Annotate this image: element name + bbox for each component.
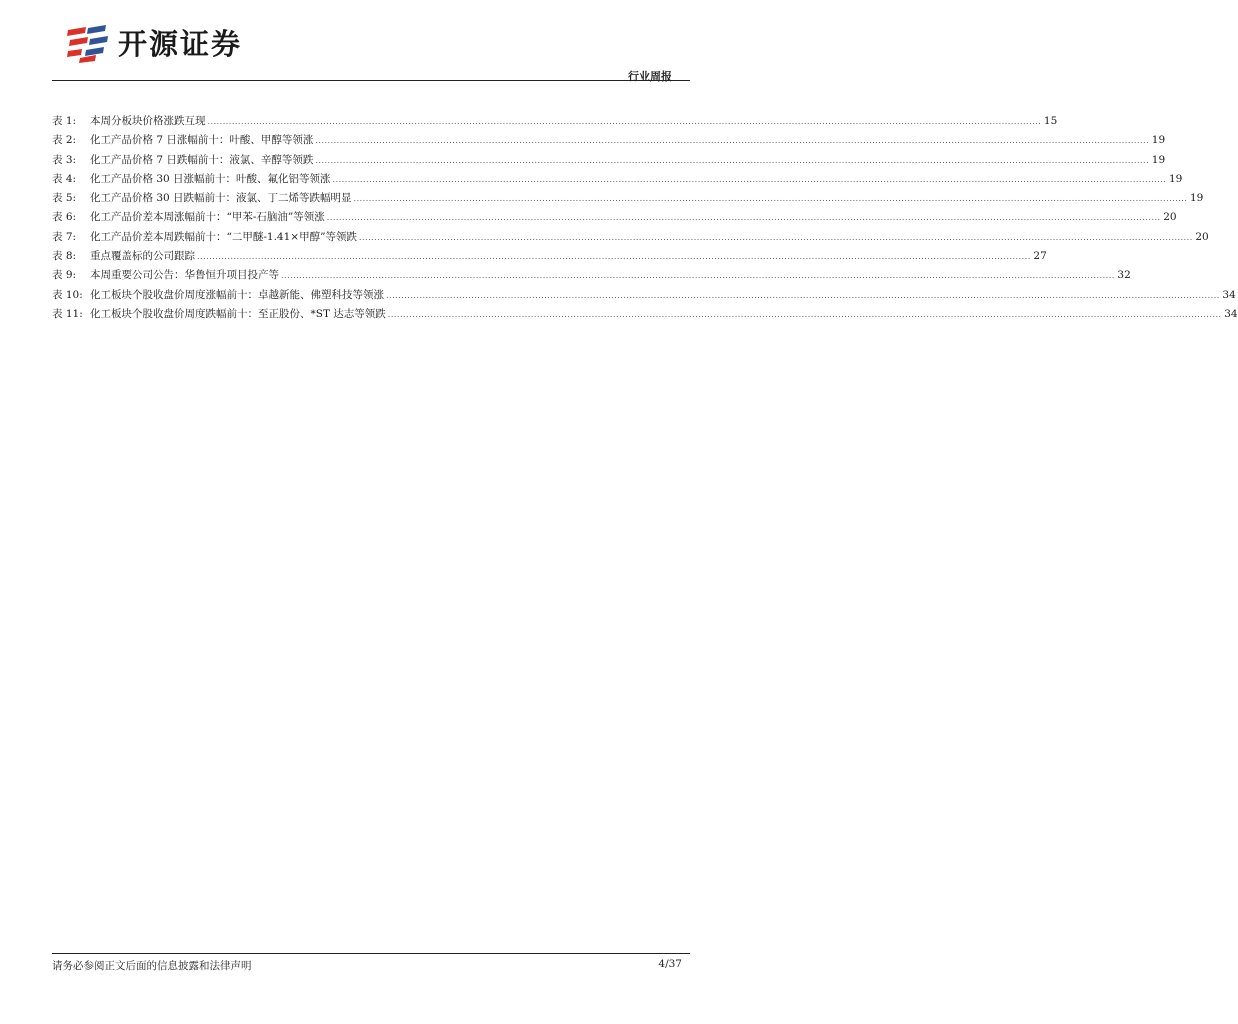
toc-row-page: 15 <box>1043 115 1058 127</box>
toc-row-page: 19 <box>1151 134 1166 147</box>
toc-row[interactable] <box>52 151 1166 170</box>
dot-leader <box>327 208 1161 227</box>
toc-row-title: 化工板块个股收盘价周度涨幅前十：卓越新能、佛塑科技等领涨 <box>90 288 384 301</box>
toc-row-title: 化工产品价格 7 日跌幅前十：液氯、辛醇等领跌 <box>90 153 314 166</box>
toc-row-title: 本周分板块价格涨跌互现 <box>90 115 206 127</box>
toc-row-page: 32 <box>1117 269 1131 282</box>
dot-leader <box>333 170 1167 189</box>
toc-row[interactable] <box>52 131 1166 150</box>
header-divider <box>52 80 690 81</box>
toc-row[interactable] <box>52 305 1238 324</box>
footer-divider <box>52 953 690 954</box>
toc-row[interactable] <box>52 266 1131 285</box>
toc-row-label: 表 8: <box>52 250 77 263</box>
toc-row[interactable] <box>52 170 1183 189</box>
page-header <box>0 0 724 82</box>
toc-row[interactable] <box>52 189 1204 208</box>
toc-row-title: 化工产品价格 7 日涨幅前十：叶酸、甲醇等领涨 <box>90 134 314 147</box>
dot-leader <box>315 131 1149 150</box>
toc-row-title: 化工产品价格 30 日跌幅前十：液氯、丁二烯等跌幅明显 <box>90 192 352 205</box>
toc-row-label: 表 10: <box>52 288 83 301</box>
toc-row-title: 本周重要公司公告：华鲁恒升项目投产等 <box>90 269 279 282</box>
toc-row-page: 34 <box>1222 288 1236 301</box>
toc-row-label: 表 2: <box>52 134 77 147</box>
toc-row[interactable] <box>52 228 1209 247</box>
company-logo <box>66 24 242 64</box>
dot-leader <box>208 112 1042 131</box>
toc-row-title: 化工板块个股收盘价周度跌幅前十：至正股份、*ST 达志等领跌 <box>90 307 386 320</box>
toc-row-label: 表 7: <box>52 230 77 243</box>
dot-leader <box>197 247 1031 266</box>
toc-row-title: 化工产品价差本周涨幅前十：“甲苯-石脑油”等领涨 <box>90 211 325 224</box>
toc-row-label: 表 5: <box>52 192 77 205</box>
toc-row[interactable] <box>52 112 1058 131</box>
disclaimer-text: 请务必参阅正文后面的信息披露和法律声明 <box>52 960 252 972</box>
dot-leader <box>388 305 1222 324</box>
toc-row-label: 表 1: <box>52 115 77 127</box>
toc-row-label: 表 3: <box>52 153 77 166</box>
toc-row-page: 19 <box>1168 172 1183 185</box>
toc-row-title: 重点覆盖标的公司跟踪 <box>90 250 195 263</box>
dot-leader <box>386 286 1220 305</box>
dot-leader <box>359 228 1193 247</box>
toc-row[interactable] <box>52 208 1177 227</box>
toc-row[interactable] <box>52 286 1236 305</box>
toc-row-title: 化工产品价格 30 日涨幅前十：叶酸、氟化铝等领涨 <box>90 172 331 185</box>
toc-row-page: 19 <box>1151 153 1166 166</box>
logo-text: 开源证券 <box>118 27 243 61</box>
dot-leader <box>281 266 1115 285</box>
toc-row-label: 表 11: <box>52 307 83 320</box>
dot-leader <box>354 189 1188 208</box>
toc-row-page: 19 <box>1189 192 1204 205</box>
toc-row-label: 表 4: <box>52 172 77 185</box>
report-type-label: 行业周报 <box>628 70 672 83</box>
page-number: 4/37 <box>658 958 682 970</box>
logo-mark-icon <box>66 24 110 64</box>
toc-row-label: 表 9: <box>52 269 77 282</box>
toc-row-label: 表 6: <box>52 211 77 224</box>
dot-leader <box>315 151 1149 170</box>
toc-row[interactable] <box>52 247 1047 266</box>
toc-row-page: 20 <box>1195 230 1209 243</box>
toc-row-page: 20 <box>1163 211 1177 224</box>
table-of-tables <box>52 112 1238 324</box>
toc-row-title: 化工产品价差本周跌幅前十：“二甲醚-1.41×甲醇”等领跌 <box>90 230 357 243</box>
toc-row-page: 34 <box>1224 307 1238 320</box>
toc-row-page: 27 <box>1033 250 1047 263</box>
